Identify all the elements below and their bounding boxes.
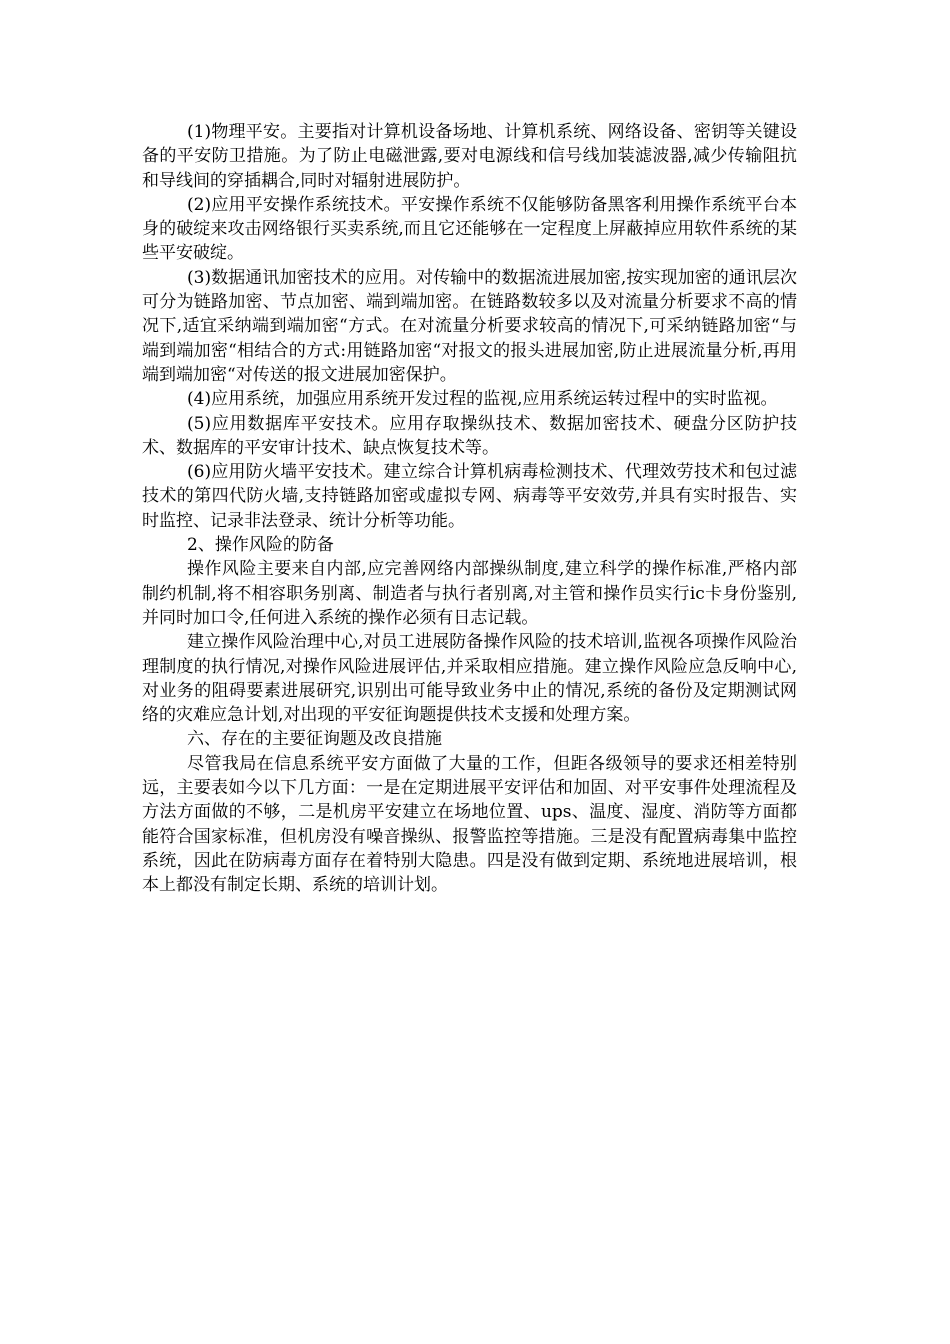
paragraph-database-security: (5)应用数据库平安技术。应用存取操纵技术、数据加密技术、硬盘分区防护技术、数据库的平安审计技术、缺点恢复技术等。: [142, 413, 797, 458]
section-heading-problems: 六、存在的主要征询题及改良措施: [187, 729, 442, 750]
paragraph-risk-management-center: 建立操作风险治理中心,对员工进展防备操作风险的技术培训,监视各项操作风险治理制度的执行情况,对操作风险进展评估,并采取相应措施。建立操作风险应急反响中心,对业务的阻碍要素进展研究,识别出可能导致业务中止的情况,系统的备份及定期测试网络的灾难应急计划,对出现的平安征询题提供技术支援和处理方案。: [142, 632, 797, 726]
paragraph-secure-os: (2)应用平安操作系统技术。平安操作系统不仅能够防备黑客利用操作系统平台本身的破绽来攻击网络银行买卖系统,而且它还能够在一定程度上屏蔽掉应用软件系统的某些平安破绽。: [142, 194, 797, 264]
section-heading-operational-risk: 2、操作风险的防备: [187, 535, 334, 556]
paragraph-application-system: (4)应用系统，加强应用系统开发过程的监视,应用系统运转过程中的实时监视。: [187, 389, 778, 410]
document-body: [142, 120, 797, 898]
paragraph-firewall-security: (6)应用防火墙平安技术。建立综合计算机病毒检测技术、代理效劳技术和包过滤技术的第四代防火墙,支持链路加密或虚拟专网、病毒等平安效劳,并具有实时报告、实时监控、记录非法登录、统计分析等功能。: [142, 462, 797, 531]
paragraph-physical-security: (1)物理平安。主要指对计算机设备场地、计算机系统、网络设备、密钥等关键设备的平安防卫措施。为了防止电磁泄露,要对电源线和信号线加装滤波器,减少传输阻抗和导线间的穿插耦合,同时对辐射进展防护。: [142, 122, 797, 191]
paragraph-data-encryption: (3)数据通讯加密技术的应用。对传输中的数据流进展加密,按实现加密的通讯层次可分为链路加密、节点加密、端到端加密。在链路数较多以及对流量分析要求不高的情况下,适宜采纳端到端加密“方式。在对流量分析要求较高的情况下,可采纳链路加密“与端到端加密“相结合的方式:用链路加密“对报文的报头进展加密,防止进展流量分析,再用端到端加密“对传送的报文进展加密保护。: [142, 267, 797, 385]
paragraph-operational-risk-source: 操作风险主要来自内部,应完善网络内部操纵制度,建立科学的操作标准,严格内部制约机制,将不相容职务别离、制造者与执行者别离,对主管和操作员实行ic卡身份鉴别,并同时加口令,任何进入系统的操作必须有日志记载。: [142, 559, 797, 628]
paragraph-problems-summary: 尽管我局在信息系统平安方面做了大量的工作，但距各级领导的要求还相差特别远，主要表如今以下几方面：一是在定期进展平安评估和加固、对平安事件处理流程及方法方面做的不够，二是机房平安建立在场地位置、ups、温度、湿度、消防等方面都能符合国家标准，但机房没有噪音操纵、报警监控等措施。三是没有配置病毒集中监控系统，因此在防病毒方面存在着特别大隐患。四是没有做到定期、系统地进展培训，根本上都没有制定长期、系统的培训计划。: [142, 753, 797, 896]
